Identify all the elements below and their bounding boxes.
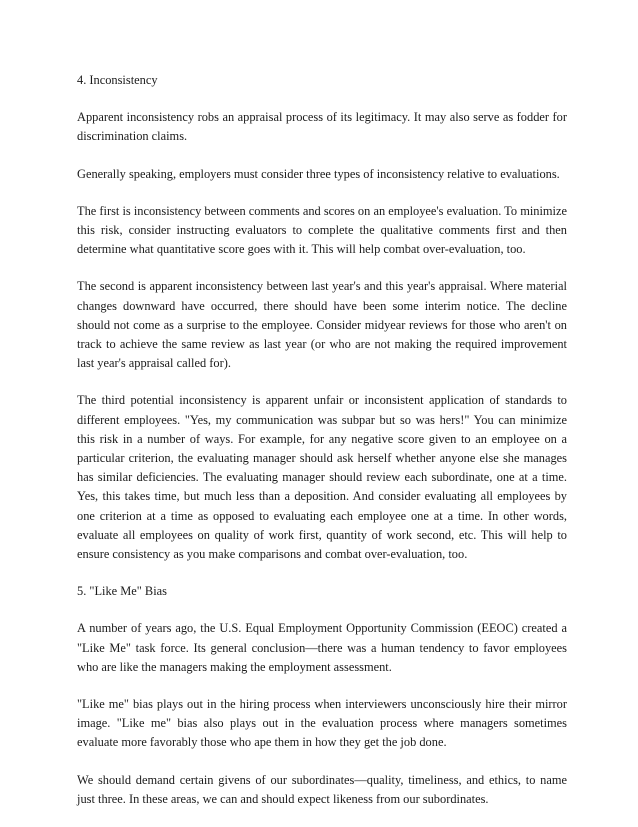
section-heading-like-me-bias: 5. "Like Me" Bias [77,584,167,599]
section-heading-inconsistency: 4. Inconsistency [77,73,158,87]
paragraph-6: A number of years ago, the U.S. Equal Employment Opportunity Commission (EEOC) created a "Like Me" task force. Its general conclusion—there was a human tendency to favor employees who are like the managers making the employment assessment. [77,621,567,674]
paragraph-1: Apparent inconsistency robs an appraisal process of its legitimacy. It may also serve as fodder for discrimination claims. [77,110,567,144]
paragraph-4: The second is apparent inconsistency between last year's and this year's appraisal. Where material changes downward have occurred, there should have been some interim notice. The decline should not come as a surprise to the employee. Consider midyear reviews for those who aren't on track to achieve the same review as last year (or who are not making the required improvement last year's appraisal called for). [77,279,567,371]
paragraph-2: Generally speaking, employers must consider three types of inconsistency relative to evaluations. [77,166,560,181]
paragraph-3: The first is inconsistency between comments and scores on an employee's evaluation. To minimize this risk, consider instructing evaluators to complete the qualitative comments first and then determine what quantitative score goes with it. This will help combat over-evaluation, too. [77,203,567,257]
document-body [77,71,567,827]
paragraph-8: We should demand certain givens of our subordinates—quality, timeliness, and ethics, to name just three. In these areas, we can and should expect likeness from our subordinates. [77,772,567,806]
paragraph-5: The third potential inconsistency is apparent unfair or inconsistent application of standards to different employees. "Yes, my communication was subpar but so was hers!" You can minimize this risk in a number of ways. For example, for any negative score given to an employee on a particular criterion, the evaluating manager should ask herself whether anyone else she manages has similar deficiencies. The evaluating manager should review each subordinate, one at a time. Yes, this takes time, but much less than a deposition. And consider evaluating all employees by one criterion at a time as opposed to evaluating each employee one at a time. In other words, evaluate all employees on quality of work first, quantity of work second, etc. This will help to ensure consistency as you make comparisons and combat over-evaluation, too. [77,393,567,562]
paragraph-7: "Like me" bias plays out in the hiring process when interviewers unconsciously hire their mirror image. "Like me" bias also plays out in the evaluation process where managers sometimes evaluate more favorably those who ape them in how they get the job done. [77,697,567,750]
